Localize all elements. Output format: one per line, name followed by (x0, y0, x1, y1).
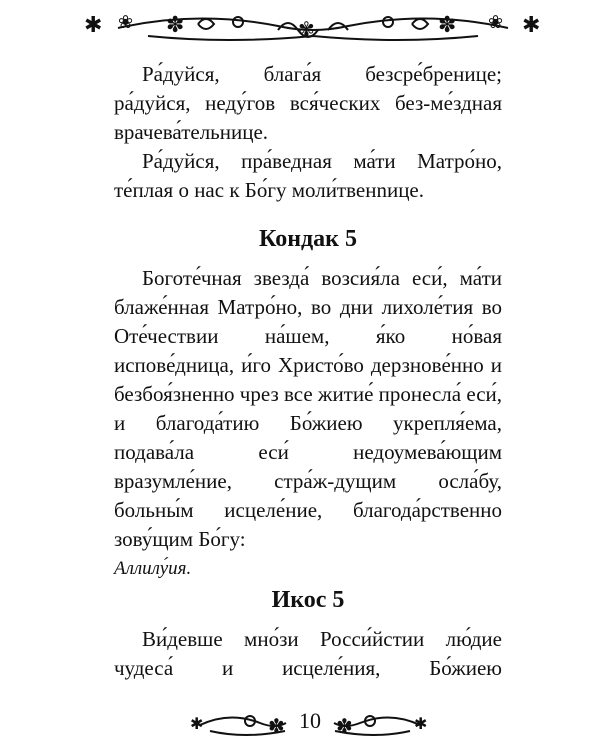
ikos-4-ending (114, 60, 502, 205)
svg-text:❀: ❀ (488, 12, 504, 33)
svg-text:✽: ✽ (438, 13, 457, 38)
ikos-5-body (114, 625, 502, 683)
svg-text:✽: ✽ (336, 714, 353, 738)
page-number: 10 (290, 708, 330, 734)
kondak-5-body (114, 264, 502, 583)
section-heading-ikos-5: Икос 5 (271, 587, 345, 613)
svg-text:✾: ✾ (298, 17, 315, 41)
svg-text:✽: ✽ (268, 714, 285, 738)
svg-text:✱: ✱ (190, 714, 204, 733)
refrain-alleluia: Аллилу́ия. (114, 558, 192, 579)
paragraph: Ви́девше мно́зи Росси́йстии лю́дие чудеса́ и исцеле́ния, Бо́жиею (114, 627, 502, 680)
top-ornament-icon (78, 6, 548, 46)
svg-text:✱: ✱ (522, 13, 541, 38)
paragraph (114, 264, 502, 554)
section-heading-kondak-5: Кондак 5 (258, 226, 357, 252)
svg-text:❀: ❀ (118, 12, 134, 33)
kondak-5-text: Боготе́чная звезда́ возсия́ла еси́, ма́ти блаже́нная Матро́но, во дни лихоле́тия во Оте́чествии на́шем, я́ко но́вая испове́дница, и́го Христо́во дерзнове́нно и безбоя́зненно чрез все житие́ пронесла́ еси́, и благода́тию Бо́жиею укрепля́ема, подава́ла еси́ недоумева́ющим вразумле́ние, стра́ж-дущим осла́бу, больны́м исцеле́ние, благода́рственно зову́щим Бо́гу: (114, 266, 503, 551)
svg-text:✽: ✽ (166, 13, 185, 38)
paragraph: Ра́дуйся, блага́я безсре́бренице; ра́дуйся, неду́гов вся́ческих без-ме́здная врачева́тельнице. (114, 62, 502, 144)
svg-text:✱: ✱ (414, 714, 428, 733)
svg-text:✱: ✱ (84, 13, 103, 38)
paragraph: Ра́дуйся, пра́ведная ма́ти Матро́но, те́плая о нас к Бо́гу моли́твенnице. (114, 149, 502, 202)
